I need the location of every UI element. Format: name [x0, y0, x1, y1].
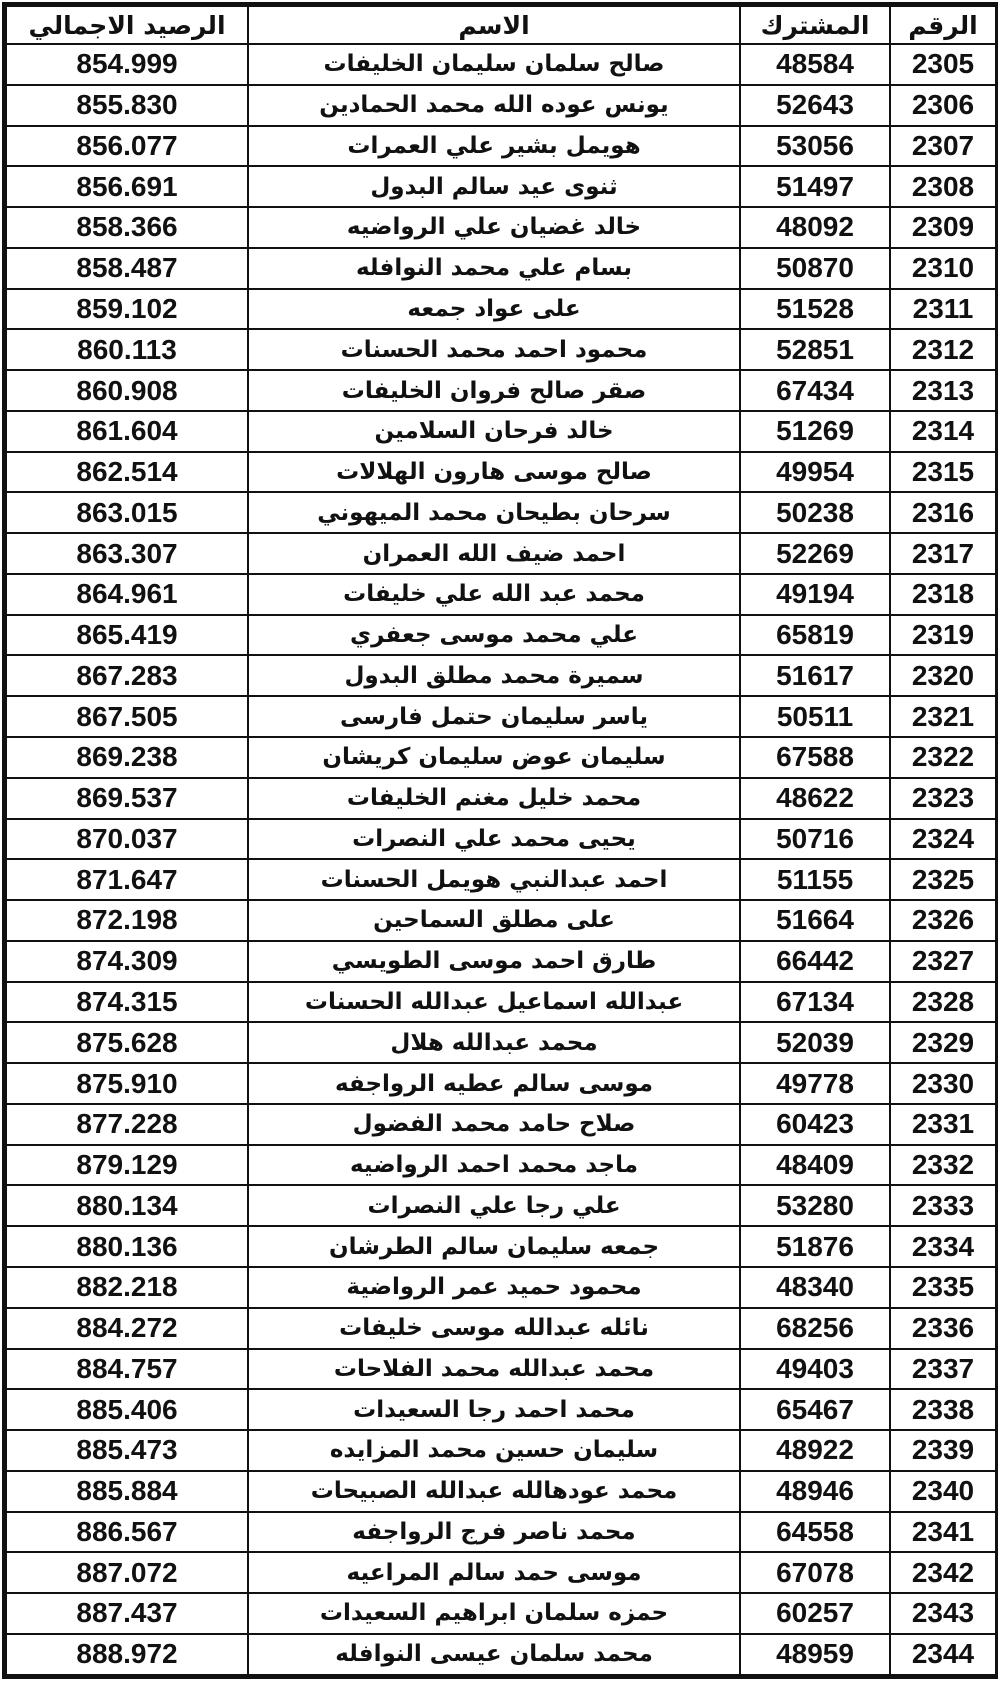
cell-subscriber: 51876: [740, 1226, 890, 1267]
cell-balance: 855.830: [6, 85, 248, 126]
cell-name: صالح موسى هارون الهلالات: [248, 452, 740, 493]
cell-balance: 877.228: [6, 1104, 248, 1145]
cell-name: نائله عبدالله موسى خليفات: [248, 1308, 740, 1349]
cell-subscriber: 52851: [740, 329, 890, 370]
cell-balance: 880.134: [6, 1185, 248, 1226]
cell-subscriber: 48946: [740, 1471, 890, 1512]
cell-subscriber: 51497: [740, 166, 890, 207]
cell-balance: 869.537: [6, 778, 248, 819]
cell-balance: 880.136: [6, 1226, 248, 1267]
cell-subscriber: 52269: [740, 533, 890, 574]
cell-balance: 859.102: [6, 289, 248, 330]
cell-name: صلاح حامد محمد الفضول: [248, 1104, 740, 1145]
cell-balance: 858.487: [6, 248, 248, 289]
cell-subscriber: 65467: [740, 1389, 890, 1430]
cell-name: موسى سالم عطيه الرواجفه: [248, 1063, 740, 1104]
beneficiaries-table: [5, 5, 997, 1676]
cell-number: 2326: [890, 900, 996, 941]
cell-name: محمد عبدالله محمد الفلاحات: [248, 1349, 740, 1390]
cell-subscriber: 48409: [740, 1145, 890, 1186]
cell-balance: 885.473: [6, 1430, 248, 1471]
cell-subscriber: 51269: [740, 411, 890, 452]
table-row: [6, 574, 996, 615]
cell-subscriber: 67134: [740, 982, 890, 1023]
cell-name: محمد عودهالله عبدالله الصبيحات: [248, 1471, 740, 1512]
cell-balance: 869.238: [6, 737, 248, 778]
cell-number: 2327: [890, 941, 996, 982]
cell-subscriber: 52039: [740, 1022, 890, 1063]
cell-name: احمد ضيف الله العمران: [248, 533, 740, 574]
cell-subscriber: 48340: [740, 1267, 890, 1308]
table-header-row: [6, 6, 996, 44]
header-balance: الرصيد الاجمالي: [6, 6, 248, 44]
cell-number: 2335: [890, 1267, 996, 1308]
cell-number: 2307: [890, 126, 996, 167]
cell-number: 2309: [890, 207, 996, 248]
cell-balance: 861.604: [6, 411, 248, 452]
cell-name: محمد عبدالله هلال: [248, 1022, 740, 1063]
cell-name: على عواد جمعه: [248, 289, 740, 330]
cell-balance: 863.307: [6, 533, 248, 574]
cell-name: طارق احمد موسى الطويسي: [248, 941, 740, 982]
cell-number: 2308: [890, 166, 996, 207]
cell-subscriber: 48092: [740, 207, 890, 248]
table-row: [6, 533, 996, 574]
cell-name: علي محمد موسى جعفري: [248, 615, 740, 656]
table-row: [6, 859, 996, 900]
cell-number: 2320: [890, 655, 996, 696]
cell-balance: 860.908: [6, 370, 248, 411]
cell-name: حمزه سلمان ابراهيم السعيدات: [248, 1593, 740, 1634]
table-row: [6, 85, 996, 126]
cell-name: ثنوى عيد سالم البدول: [248, 166, 740, 207]
cell-balance: 870.037: [6, 819, 248, 860]
cell-number: 2321: [890, 696, 996, 737]
cell-balance: 856.077: [6, 126, 248, 167]
cell-number: 2305: [890, 44, 996, 85]
table-row: [6, 1593, 996, 1634]
cell-number: 2342: [890, 1552, 996, 1593]
cell-name: صالح سلمان سليمان الخليفات: [248, 44, 740, 85]
cell-balance: 885.406: [6, 1389, 248, 1430]
table-row: [6, 329, 996, 370]
cell-balance: 854.999: [6, 44, 248, 85]
cell-name: ماجد محمد احمد الرواضيه: [248, 1145, 740, 1186]
cell-subscriber: 51617: [740, 655, 890, 696]
cell-subscriber: 60423: [740, 1104, 890, 1145]
cell-name: سليمان عوض سليمان كريشان: [248, 737, 740, 778]
table-row: [6, 737, 996, 778]
cell-name: بسام علي محمد النوافله: [248, 248, 740, 289]
cell-name: هويمل بشير علي العمرات: [248, 126, 740, 167]
cell-number: 2306: [890, 85, 996, 126]
header-subscriber: المشترك: [740, 6, 890, 44]
cell-balance: 865.419: [6, 615, 248, 656]
cell-subscriber: 60257: [740, 1593, 890, 1634]
table-row: [6, 1185, 996, 1226]
cell-balance: 884.757: [6, 1349, 248, 1390]
cell-subscriber: 48622: [740, 778, 890, 819]
cell-name: سرحان بطيحان محمد الميهوني: [248, 492, 740, 533]
cell-subscriber: 48922: [740, 1430, 890, 1471]
table-row: [6, 941, 996, 982]
cell-name: سليمان حسين محمد المزايده: [248, 1430, 740, 1471]
cell-number: 2330: [890, 1063, 996, 1104]
cell-balance: 875.628: [6, 1022, 248, 1063]
cell-number: 2313: [890, 370, 996, 411]
cell-number: 2340: [890, 1471, 996, 1512]
cell-number: 2311: [890, 289, 996, 330]
cell-subscriber: 51664: [740, 900, 890, 941]
cell-subscriber: 49403: [740, 1349, 890, 1390]
cell-number: 2329: [890, 1022, 996, 1063]
cell-name: محمود احمد محمد الحسنات: [248, 329, 740, 370]
cell-subscriber: 51528: [740, 289, 890, 330]
cell-balance: 886.567: [6, 1512, 248, 1553]
cell-number: 2336: [890, 1308, 996, 1349]
table-row: [6, 452, 996, 493]
cell-balance: 887.437: [6, 1593, 248, 1634]
cell-subscriber: 48584: [740, 44, 890, 85]
cell-subscriber: 49778: [740, 1063, 890, 1104]
header-name: الاسم: [248, 6, 740, 44]
cell-balance: 867.505: [6, 696, 248, 737]
table-row: [6, 370, 996, 411]
cell-subscriber: 52643: [740, 85, 890, 126]
cell-balance: 875.910: [6, 1063, 248, 1104]
cell-subscriber: 53056: [740, 126, 890, 167]
cell-number: 2344: [890, 1634, 996, 1675]
cell-subscriber: 48959: [740, 1634, 890, 1675]
cell-number: 2310: [890, 248, 996, 289]
table-row: [6, 1145, 996, 1186]
cell-name: عبدالله اسماعيل عبدالله الحسنات: [248, 982, 740, 1023]
beneficiaries-table-sheet: [2, 2, 998, 1679]
cell-balance: 871.647: [6, 859, 248, 900]
cell-balance: 856.691: [6, 166, 248, 207]
cell-subscriber: 67434: [740, 370, 890, 411]
cell-subscriber: 51155: [740, 859, 890, 900]
cell-number: 2331: [890, 1104, 996, 1145]
cell-subscriber: 64558: [740, 1512, 890, 1553]
table-row: [6, 1634, 996, 1675]
cell-number: 2339: [890, 1430, 996, 1471]
cell-name: خالد فرحان السلامين: [248, 411, 740, 452]
cell-number: 2316: [890, 492, 996, 533]
cell-balance: 885.884: [6, 1471, 248, 1512]
cell-name: احمد عبدالنبي هويمل الحسنات: [248, 859, 740, 900]
cell-subscriber: 50716: [740, 819, 890, 860]
cell-number: 2341: [890, 1512, 996, 1553]
cell-name: موسى حمد سالم المراعيه: [248, 1552, 740, 1593]
cell-number: 2322: [890, 737, 996, 778]
cell-name: صقر صالح فروان الخليفات: [248, 370, 740, 411]
cell-number: 2318: [890, 574, 996, 615]
cell-number: 2328: [890, 982, 996, 1023]
table-row: [6, 615, 996, 656]
cell-number: 2319: [890, 615, 996, 656]
cell-number: 2338: [890, 1389, 996, 1430]
cell-number: 2343: [890, 1593, 996, 1634]
table-row: [6, 900, 996, 941]
table-row: [6, 1267, 996, 1308]
table-row: [6, 1389, 996, 1430]
cell-name: محمد ناصر فرج الرواجفه: [248, 1512, 740, 1553]
cell-number: 2323: [890, 778, 996, 819]
cell-name: على مطلق السماحين: [248, 900, 740, 941]
cell-number: 2333: [890, 1185, 996, 1226]
table-row: [6, 1063, 996, 1104]
cell-name: محمد عبد الله علي خليفات: [248, 574, 740, 615]
cell-balance: 888.972: [6, 1634, 248, 1675]
table-row: [6, 982, 996, 1023]
header-number: الرقم: [890, 6, 996, 44]
cell-subscriber: 49954: [740, 452, 890, 493]
cell-number: 2312: [890, 329, 996, 370]
table-row: [6, 166, 996, 207]
cell-number: 2324: [890, 819, 996, 860]
cell-name: محمود حميد عمر الرواضية: [248, 1267, 740, 1308]
table-row: [6, 1022, 996, 1063]
cell-number: 2334: [890, 1226, 996, 1267]
cell-subscriber: 53280: [740, 1185, 890, 1226]
table-row: [6, 819, 996, 860]
table-row: [6, 248, 996, 289]
cell-number: 2332: [890, 1145, 996, 1186]
cell-balance: 867.283: [6, 655, 248, 696]
cell-balance: 860.113: [6, 329, 248, 370]
cell-subscriber: 68256: [740, 1308, 890, 1349]
table-row: [6, 778, 996, 819]
cell-name: محمد احمد رجا السعيدات: [248, 1389, 740, 1430]
cell-name: علي رجا علي النصرات: [248, 1185, 740, 1226]
cell-subscriber: 67078: [740, 1552, 890, 1593]
table-row: [6, 1308, 996, 1349]
cell-name: محمد سلمان عيسى النوافله: [248, 1634, 740, 1675]
table-row: [6, 1430, 996, 1471]
cell-subscriber: 66442: [740, 941, 890, 982]
table-row: [6, 44, 996, 85]
cell-balance: 872.198: [6, 900, 248, 941]
cell-number: 2337: [890, 1349, 996, 1390]
cell-balance: 874.315: [6, 982, 248, 1023]
cell-name: ياسر سليمان حتمل فارسى: [248, 696, 740, 737]
cell-name: محمد خليل مغنم الخليفات: [248, 778, 740, 819]
table-row: [6, 655, 996, 696]
table-row: [6, 289, 996, 330]
cell-balance: 879.129: [6, 1145, 248, 1186]
cell-subscriber: 50511: [740, 696, 890, 737]
table-row: [6, 1512, 996, 1553]
cell-name: جمعه سليمان سالم الطرشان: [248, 1226, 740, 1267]
cell-balance: 862.514: [6, 452, 248, 493]
cell-number: 2317: [890, 533, 996, 574]
table-row: [6, 126, 996, 167]
table-row: [6, 1471, 996, 1512]
cell-name: يحيى محمد علي النصرات: [248, 819, 740, 860]
cell-subscriber: 67588: [740, 737, 890, 778]
cell-balance: 887.072: [6, 1552, 248, 1593]
cell-balance: 884.272: [6, 1308, 248, 1349]
table-row: [6, 1226, 996, 1267]
cell-number: 2314: [890, 411, 996, 452]
cell-subscriber: 50870: [740, 248, 890, 289]
cell-subscriber: 49194: [740, 574, 890, 615]
table-row: [6, 411, 996, 452]
cell-number: 2315: [890, 452, 996, 493]
cell-subscriber: 65819: [740, 615, 890, 656]
table-row: [6, 492, 996, 533]
cell-balance: 864.961: [6, 574, 248, 615]
cell-name: سميرة محمد مطلق البدول: [248, 655, 740, 696]
table-row: [6, 1104, 996, 1145]
cell-subscriber: 50238: [740, 492, 890, 533]
cell-name: يونس عوده الله محمد الحمادين: [248, 85, 740, 126]
cell-balance: 882.218: [6, 1267, 248, 1308]
cell-name: خالد غضيان علي الرواضيه: [248, 207, 740, 248]
cell-balance: 863.015: [6, 492, 248, 533]
cell-balance: 858.366: [6, 207, 248, 248]
cell-balance: 874.309: [6, 941, 248, 982]
table-row: [6, 696, 996, 737]
cell-number: 2325: [890, 859, 996, 900]
table-row: [6, 1552, 996, 1593]
table-row: [6, 207, 996, 248]
table-row: [6, 1349, 996, 1390]
table-body: [6, 44, 996, 1675]
